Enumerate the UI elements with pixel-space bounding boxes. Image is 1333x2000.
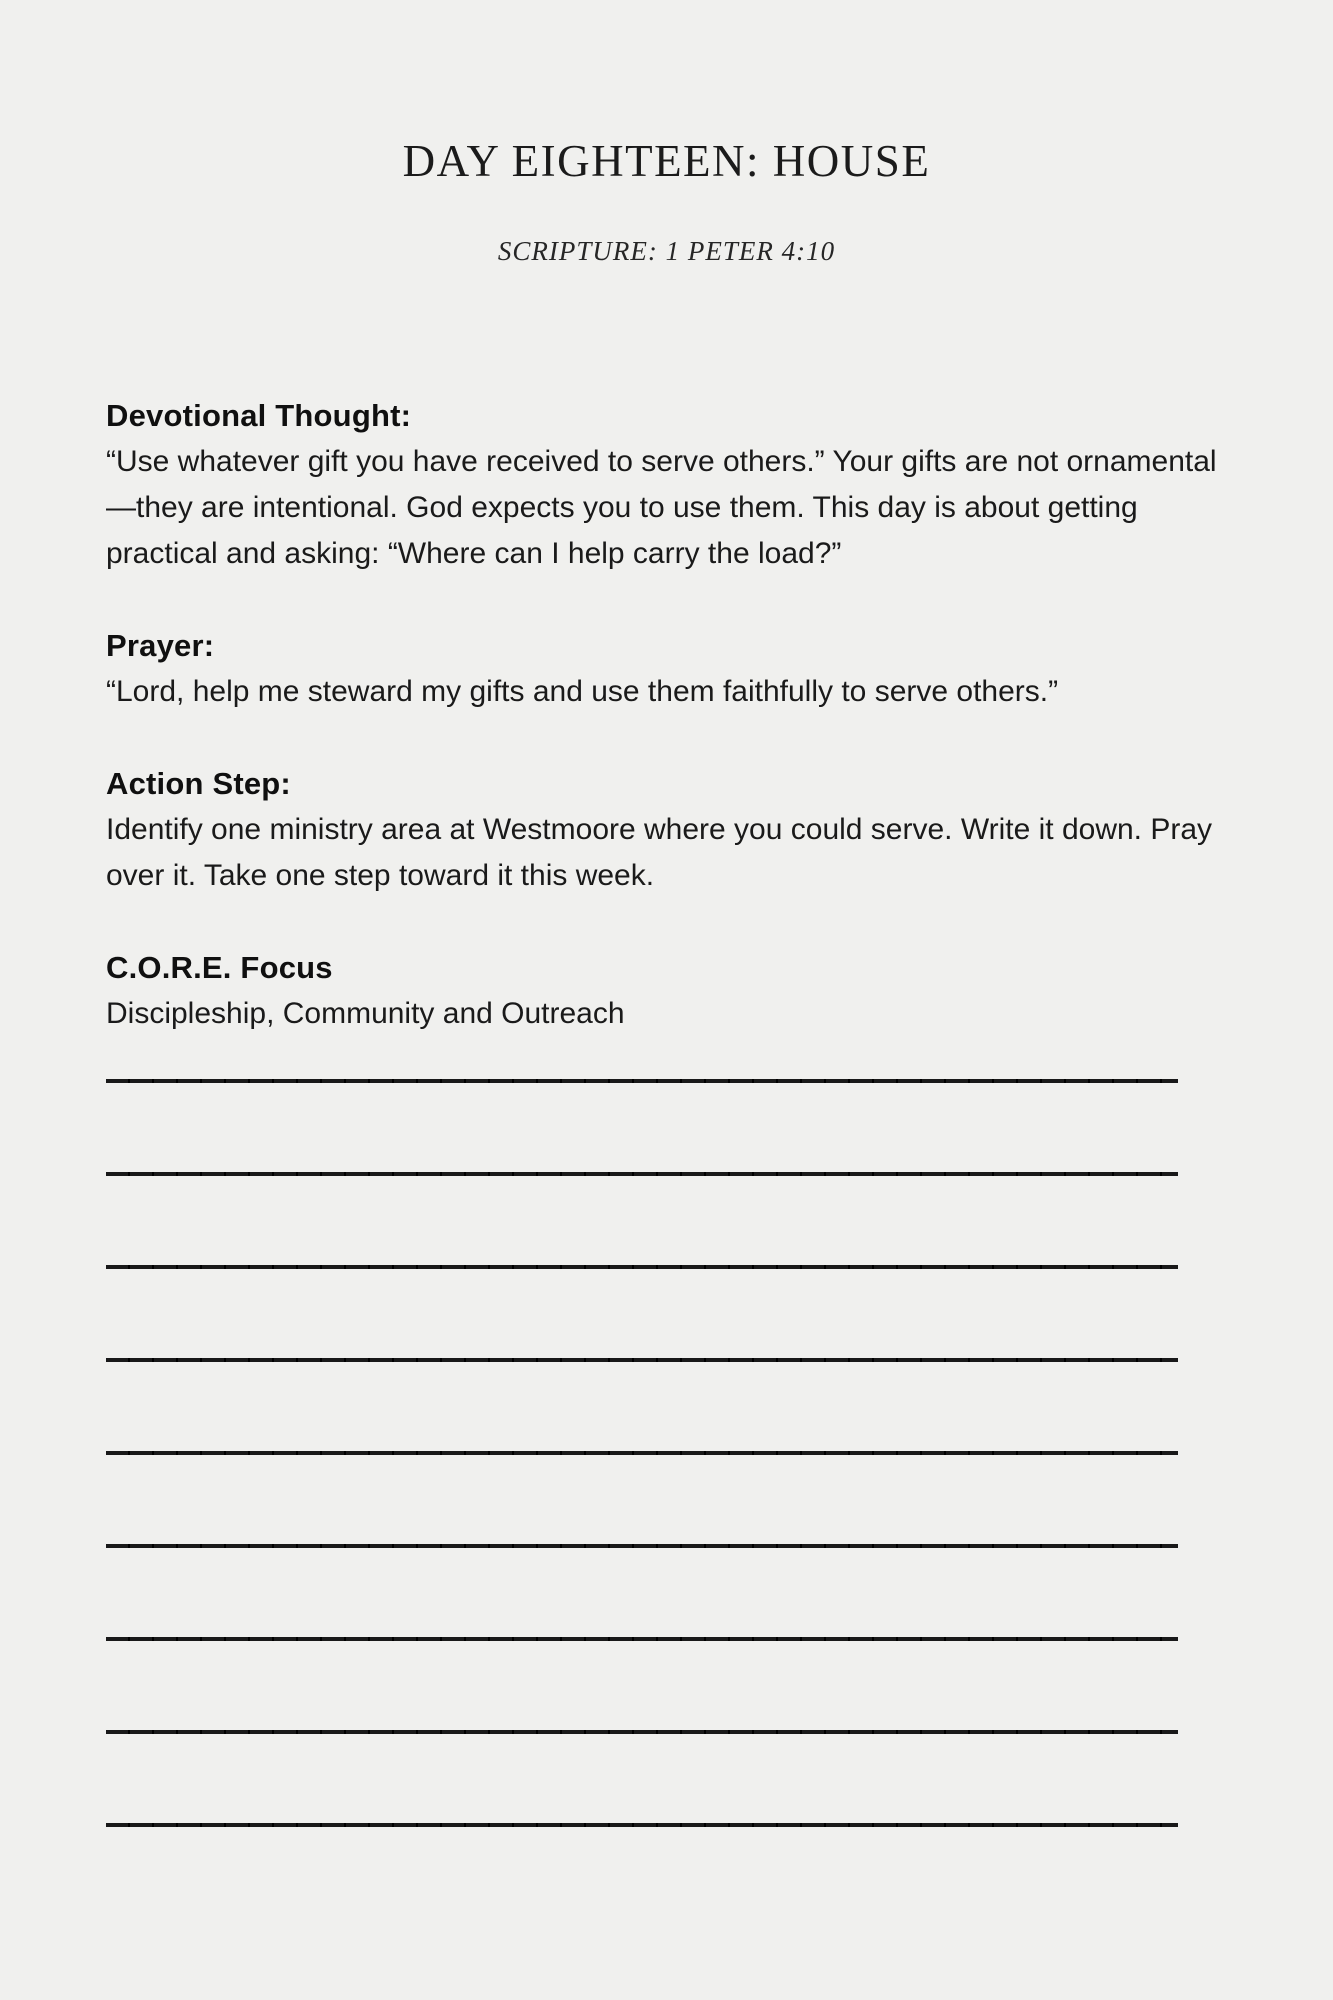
writing-line xyxy=(106,1823,1178,1827)
page-content xyxy=(106,393,1221,1827)
section-core-focus xyxy=(106,945,1221,1037)
section-body: Identify one ministry area at Westmoore where you could serve. Write it down. Pray over it. Take one step toward it this week. xyxy=(106,813,1213,892)
section-prayer xyxy=(106,623,1221,715)
section-body: “Lord, help me steward my gifts and use them faithfully to serve others.” xyxy=(106,675,1059,708)
writing-line xyxy=(106,1451,1178,1455)
section-heading: Prayer: xyxy=(106,628,215,663)
section-body: “Use whatever gift you have received to serve others.” Your gifts are not ornamental—they are intentional. God expects you to use them. This day is about getting practical and asking: “Where can I help carry the load?” xyxy=(106,445,1217,570)
section-heading: Action Step: xyxy=(106,766,291,801)
scripture-reference: SCRIPTURE: 1 PETER 4:10 xyxy=(497,236,836,266)
writing-line xyxy=(106,1358,1178,1362)
section-action-step xyxy=(106,761,1221,899)
section-heading: C.O.R.E. Focus xyxy=(106,950,333,985)
writing-lines-area xyxy=(106,1079,1178,1827)
writing-line xyxy=(106,1265,1178,1269)
section-heading: Devotional Thought: xyxy=(106,398,412,433)
writing-line xyxy=(106,1637,1178,1641)
writing-line xyxy=(106,1730,1178,1734)
section-devotional-thought xyxy=(106,393,1221,577)
section-body: Discipleship, Community and Outreach xyxy=(106,997,625,1030)
writing-line xyxy=(106,1079,1178,1083)
page-title: DAY EIGHTEEN: HOUSE xyxy=(402,136,931,186)
writing-line xyxy=(106,1172,1178,1176)
writing-line xyxy=(106,1544,1178,1548)
